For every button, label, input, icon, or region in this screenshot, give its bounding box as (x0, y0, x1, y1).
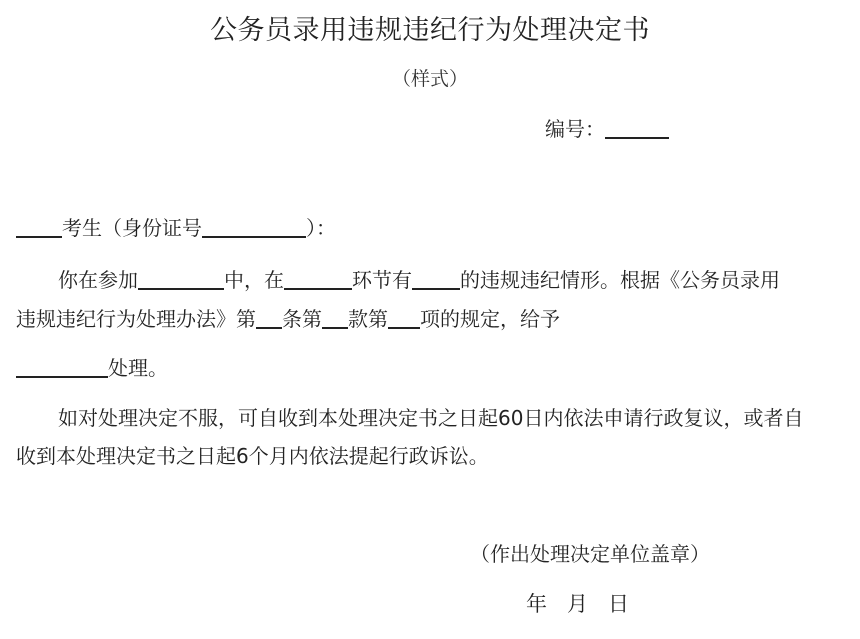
para1-text-f: 条第 (282, 307, 322, 331)
article-blank (256, 307, 282, 329)
id-number-blank (202, 216, 306, 238)
para2-line1: 如对处理决定不服，可自收到本处理决定书之日起60日内依法申请行政复议，或者自 (58, 406, 804, 430)
para2-line2: 收到本处理决定书之日起6个月内依法提起行政诉讼。 (16, 444, 489, 468)
para1-line3 (16, 352, 168, 381)
document-number (545, 113, 669, 142)
clause-blank (322, 307, 348, 329)
stage-blank (284, 268, 352, 290)
addressee-examinee-text: 考生（身份证号 (62, 216, 202, 240)
para1-text-a: 你在参加 (58, 268, 138, 292)
violation-blank (412, 268, 460, 290)
para1-text-g: 款第 (348, 307, 388, 331)
date-day: 日 (608, 592, 629, 616)
date-line (526, 588, 629, 618)
para1-text-e: 违规违纪行为处理办法》第 (16, 307, 256, 331)
penalty-blank (16, 356, 108, 378)
date-year: 年 (526, 592, 547, 616)
para1-text-d: 的违规违纪情形。根据《公务员录用 (460, 268, 780, 292)
seal-note: （作出处理决定单位盖章） (470, 542, 710, 566)
date-month: 月 (567, 592, 588, 616)
number-label: 编号： (545, 117, 605, 141)
para1-text-h: 项的规定，给予 (420, 307, 560, 331)
document-subtitle: （样式） (391, 68, 468, 90)
para1-text-c: 环节有 (352, 268, 412, 292)
addressee-close-text: ）： (306, 216, 336, 240)
number-blank (605, 117, 669, 139)
para1-text-i: 处理。 (108, 356, 168, 380)
name-blank (16, 216, 62, 238)
addressee-line (16, 212, 336, 241)
exam-blank (138, 268, 224, 290)
para1-line2 (16, 303, 560, 332)
item-blank (388, 307, 420, 329)
para1-text-b: 中，在 (224, 268, 284, 292)
para1-line1 (58, 264, 780, 293)
document-title: 公务员录用违规违纪行为处理决定书 (210, 15, 650, 46)
